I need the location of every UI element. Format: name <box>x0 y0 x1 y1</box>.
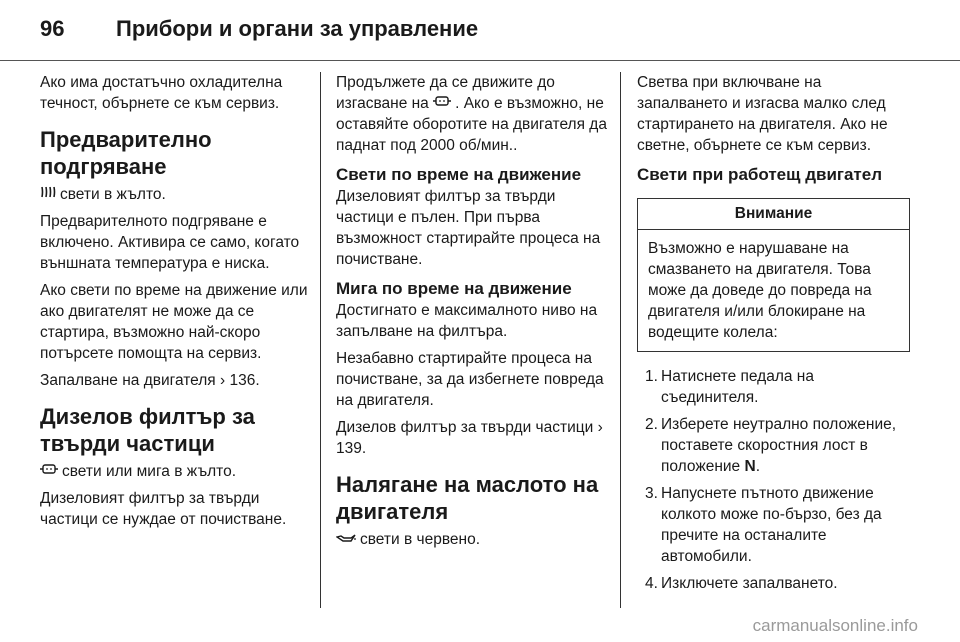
step-text: Напуснете пътното движение колкото може по-бързо, без да пречите на останалите автомобили. <box>661 485 882 565</box>
list-item <box>637 414 910 477</box>
cross-reference <box>40 370 312 391</box>
page-ref-arrow-icon: › <box>597 419 603 436</box>
column-divider <box>620 72 621 608</box>
paragraph: Дизеловият филтър за твърди частици се нуждае от почистване. <box>40 490 287 528</box>
cross-reference <box>336 417 608 459</box>
column-2 <box>336 72 608 556</box>
section-heading-oil-pressure: Налягане на маслото на двигателя <box>336 472 599 524</box>
page-number: 96 <box>40 16 65 41</box>
text-segment: . Ако е възможно, не оставяйте оборотите на двигателя да паднат под 2000 об/мин.. <box>336 95 607 154</box>
preheat-status-line <box>40 184 312 205</box>
caution-title: Внимание <box>638 199 909 230</box>
oil-can-icon <box>336 529 356 550</box>
reference-text: Запалване на двигателя <box>40 372 216 389</box>
subheading-flashing-while-driving: Мига по време на движение <box>336 279 572 298</box>
step-number: 2. <box>645 416 658 433</box>
paragraph: Дизеловият филтър за твърди частици е пълен. При първа възможност стартирайте процеса на почистване. <box>336 188 601 268</box>
paragraph: Достигнато е максималното ниво на запълване на филтъра. <box>336 302 598 340</box>
step-number: 4. <box>645 575 658 592</box>
paragraph: Светва при включване на запалването и изгасва малко след стартирането на двигателя. Ако не светне, обърнете се към сервиз. <box>637 74 888 154</box>
column-3 <box>637 72 910 600</box>
caution-box <box>637 198 910 352</box>
list-item <box>637 366 910 408</box>
reference-page[interactable]: 139. <box>336 440 367 457</box>
reference-text: Дизелов филтър за твърди частици <box>336 419 594 436</box>
preheat-status: свети в жълто. <box>60 186 166 203</box>
page-title: Прибори и органи за управление <box>116 16 479 41</box>
paragraph: Ако свети по време на движение или ако двигателят не може да се стартира, възможно най-скоро потърсете помощта на сервиз. <box>40 282 308 362</box>
steps-list <box>637 366 910 594</box>
step-text: Изключете запалването. <box>661 575 838 592</box>
page-ref-arrow-icon: › <box>220 372 226 389</box>
caution-body: Възможно е нарушаване на смазването на двигателя. Това може да доведе до повреда на двигателя и/или блокиране на водещите колела: <box>648 240 872 341</box>
glow-plug-icon <box>40 184 56 205</box>
paragraph: Незабавно стартирайте процеса на почистване, за да избегнете повреда на двигателя. <box>336 350 604 409</box>
step-text: Изберете неутрално положение, поставете скоростния лост в положение <box>661 416 897 475</box>
paragraph: Ако има достатъчно охладителна течност, обърнете се към сервиз. <box>40 74 283 112</box>
step-text: . <box>755 458 760 475</box>
step-number: 3. <box>645 485 658 502</box>
list-item <box>637 483 910 567</box>
oil-status-line <box>336 529 608 550</box>
reference-page[interactable]: 136. <box>229 372 260 389</box>
column-divider <box>320 72 321 608</box>
diesel-filter-icon <box>433 93 451 114</box>
watermark: carmanualsonline.info <box>752 616 918 635</box>
header-rule <box>0 60 960 61</box>
filter-status: свети или мига в жълто. <box>62 463 237 480</box>
list-item <box>637 573 910 594</box>
filter-status-line <box>40 461 312 482</box>
column-1 <box>40 72 312 536</box>
oil-status: свети в червено. <box>360 531 481 548</box>
subheading-lit-while-driving: Свети по време на движение <box>336 165 582 184</box>
step-text: Натиснете педала на съединителя. <box>661 368 814 406</box>
step-number: 1. <box>645 368 658 385</box>
paragraph: Предварителното подгряване е включено. Активира се само, когато външната температура е ниска. <box>40 213 300 272</box>
diesel-filter-icon <box>40 461 58 482</box>
section-heading-diesel-filter: Дизелов филтър за твърди частици <box>40 404 255 456</box>
text-segment: Продължете да се движите до изгасване на <box>336 74 555 112</box>
subheading-lit-engine-running: Свети при работещ двигател <box>637 165 883 184</box>
section-heading-preheat: Предварително подгряване <box>40 127 212 179</box>
gear-position-label: N <box>744 458 756 475</box>
paragraph <box>336 72 608 156</box>
